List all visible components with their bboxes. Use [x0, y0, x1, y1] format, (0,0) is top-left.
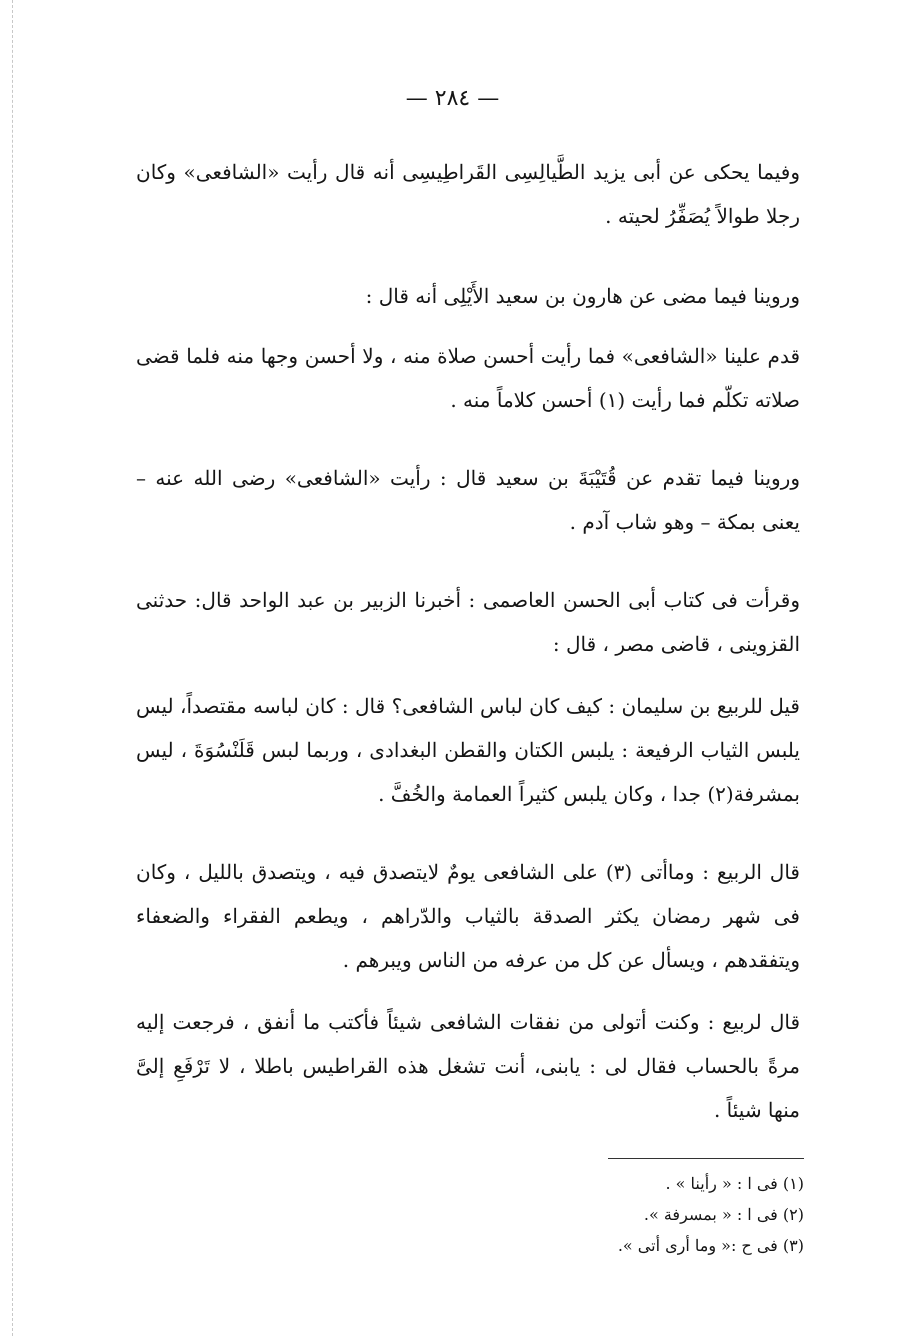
paragraph-block-2 [136, 274, 800, 318]
footnotes [420, 1168, 804, 1261]
paragraph-block-6 [136, 684, 800, 816]
paragraph-block-1 [136, 150, 800, 238]
paragraph-block-4 [136, 456, 800, 544]
paragraph-5: وقرأت فى كتاب أبى الحسن العاصمى : أخبرنا الزبير بن عبد الواحد قال: حدثنى القزوينى ، قاضى مصر ، قال : [136, 588, 800, 656]
paragraph-2: وروينا فيما مضى عن هارون بن سعيد الأَيْلِى أنه قال : [365, 284, 800, 308]
margin-dotted-line [12, 0, 13, 1336]
footnote-divider [608, 1158, 804, 1159]
footnote-2: (٢) فى ا : « بمسرفة ». [643, 1205, 804, 1224]
paragraph-4: وروينا فيما تقدم عن قُتَيْبَةَ بن سعيد قال : رأيت «الشافعى» رضى الله عنه – يعنى بمكة – وهو شاب آدم . [136, 466, 800, 534]
paragraph-block-8 [136, 1000, 800, 1132]
paragraph-block-7 [136, 850, 800, 982]
paragraph-3: قدم علينا «الشافعى» فما رأيت أحسن صلاة منه ، ولا أحسن وجها منه فلما قضى صلاته تكلّم فما رأيت (١) أحسن كلاماً منه . [136, 344, 800, 412]
paragraph-1: وفيما يحكى عن أبى يزيد الطَّيالِسِى القَراطِيسِى أنه قال رأيت «الشافعى» وكان رجلا طوالاً يُصَفِّرُ لحيته . [136, 160, 800, 228]
paragraph-6: قيل للربيع بن سليمان : كيف كان لباس الشافعى؟ قال : كان لباسه مقتصداً، ليس يلبس الثياب الرفيعة : يلبس الكتان والقطن البغدادى ، وربما لبس قَلَنْسُوَةَ ، ليس بمشرفة(٢) جدا ، وكان يلبس كثيراً العمامة والخُفَّ . [136, 694, 800, 806]
paragraph-7: قال الربيع : وماأتى (٣) على الشافعى يومٌ لايتصدق فيه ، ويتصدق بالليل ، وكان فى شهر رمضان يكثر الصدقة بالثياب والدّراهم ، ويطعم الفقراء والضعفاء ويتفقدهم ، ويسأل عن كل من عرفه من الناس ويبرهم . [136, 860, 800, 972]
paragraph-block-5 [136, 578, 800, 666]
footnote-1: (١) فى ا : « رأينا » . [665, 1174, 804, 1193]
paragraph-8: قال لربيع : وكنت أتولى من نفقات الشافعى شيئاً فأكتب ما أنفق ، فرجعت إليه مرةً بالحساب فقال لى : يابنى، أنت تشغل هذه القراطيس باطلا ، لا تَرْفَعِ إلىَّ منها شيئاً . [136, 1010, 800, 1122]
footnote-3: (٣) فى ح :« وما أرى أتى ». [617, 1236, 804, 1255]
paragraph-block-3 [136, 334, 800, 422]
page-number: — ٢٨٤ — [405, 86, 500, 111]
